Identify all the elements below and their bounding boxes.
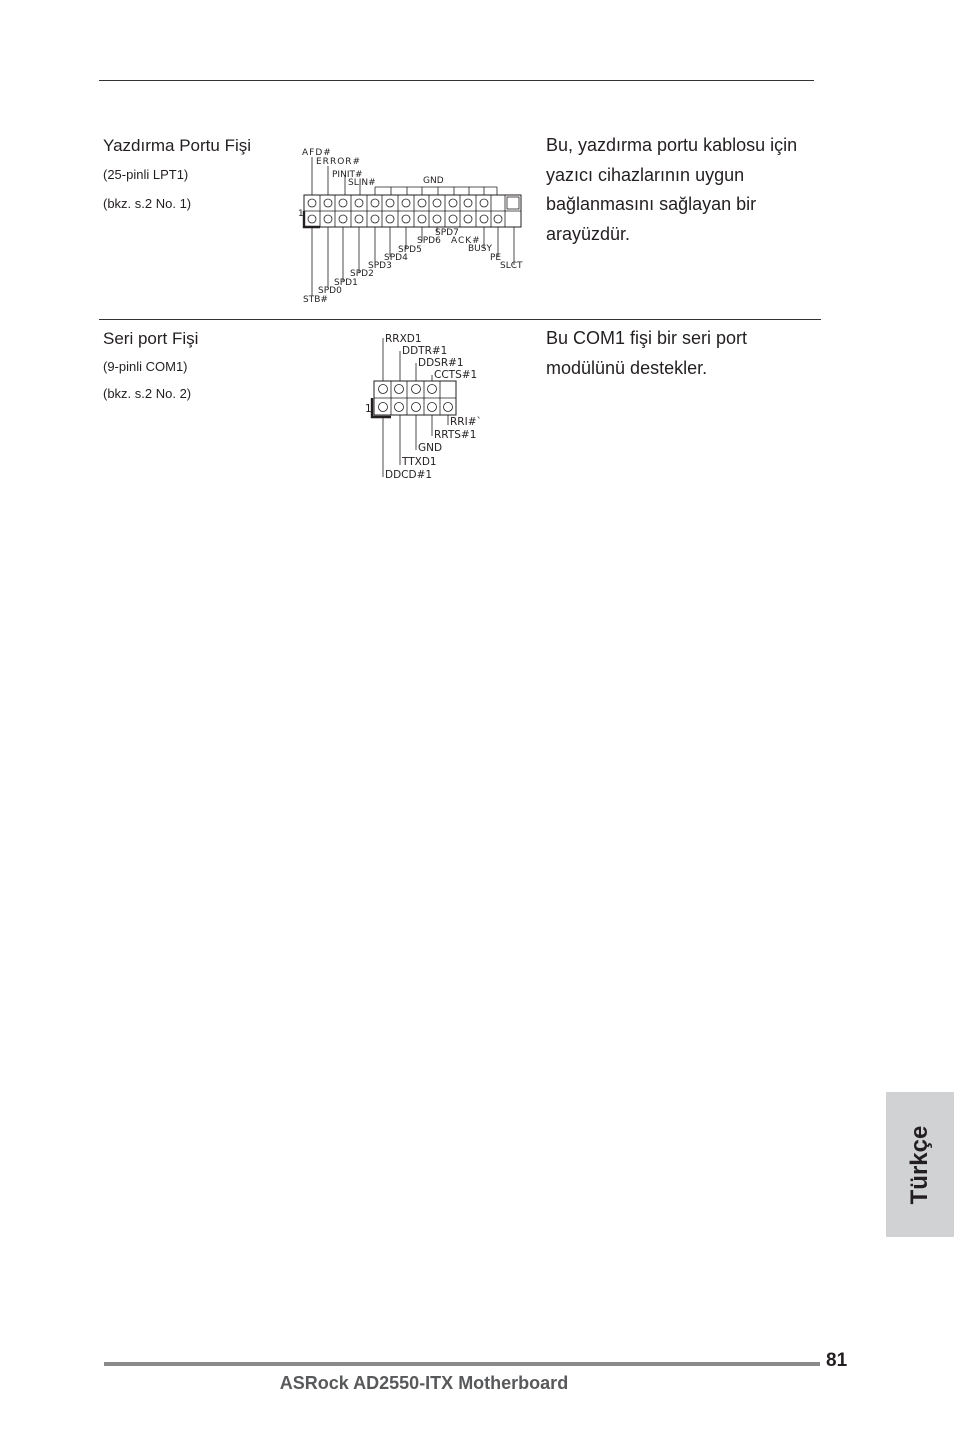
lpt-label-busy: BUSY: [468, 244, 492, 254]
lpt-label-spd3: SPD3: [368, 261, 392, 271]
com-label-ddtr1: DDTR#1: [402, 345, 448, 357]
lpt-description-line: Bu, yazdırma portu kablosu için: [546, 135, 798, 155]
com-reference: (bkz. s.2 No. 2): [103, 386, 192, 401]
lpt-pin-diagram: [290, 140, 540, 310]
lpt-label-gnd: GND: [423, 176, 444, 186]
lpt-label-spd1: SPD1: [334, 278, 358, 288]
lpt-label-spd5: SPD5: [398, 245, 422, 255]
com-label-gnd: GND: [418, 442, 443, 454]
com-label-ddcd1: DDCD#1: [385, 469, 433, 481]
section-divider: [99, 319, 821, 320]
lpt-pin1-label: 1: [298, 209, 304, 219]
com-title: Seri port Fişi: [103, 329, 199, 348]
com-description: [546, 324, 747, 383]
lpt-label-pinit: PINIT#: [332, 170, 363, 180]
lpt-label-error: ERROR#: [316, 157, 362, 167]
lpt-description-line: arayüzdür.: [546, 223, 631, 244]
com-pin-diagram: [360, 328, 510, 488]
lpt-reference: (bkz. s.2 No. 1): [103, 196, 192, 211]
com-pin-header: [372, 381, 456, 417]
page-number: 81: [826, 1350, 848, 1371]
com-label-ttxd1: TTXD1: [402, 456, 437, 468]
com-label-rrts1: RRTS#1: [434, 429, 477, 441]
lpt-description: [546, 131, 797, 249]
lpt-label-afd: AFD#: [302, 148, 332, 158]
com-subtitle: (9-pinli COM1): [103, 359, 188, 374]
com-label-rrxd1: RRXD1: [385, 333, 422, 345]
com-description-line: Bu COM1 fişi bir seri port: [546, 328, 748, 348]
lpt-label-slin: SLIN#: [348, 178, 376, 188]
com-pin1-label: 1: [365, 403, 372, 415]
lpt-label-ack: ACK#: [451, 236, 481, 246]
lpt-label-stb: STB#: [303, 295, 328, 305]
footer-bar: [104, 1362, 820, 1366]
lpt-label-spd4: SPD4: [384, 253, 408, 263]
lpt-label-spd2: SPD2: [350, 269, 374, 279]
com-label-rri: RRI#`: [450, 416, 482, 428]
lpt-label-slct: SLCT: [500, 261, 523, 271]
lpt-description-line: yazıcı cihazlarının uygun: [546, 164, 745, 185]
lpt-description-line: bağlanmasını sağlayan bir: [546, 194, 757, 214]
lpt-title: Yazdırma Portu Fişi: [103, 136, 252, 155]
lpt-label-spd6: SPD6: [417, 236, 441, 246]
language-side-tab: [886, 1092, 954, 1237]
com-label-ccts1: CCTS#1: [434, 369, 478, 381]
language-tab-label: Türkçe: [906, 1125, 933, 1204]
lpt-label-spd0: SPD0: [318, 286, 342, 296]
lpt-label-pe: PE: [490, 253, 502, 263]
footer-title: ASRock AD2550-ITX Motherboard: [279, 1373, 569, 1393]
top-rule: [99, 80, 814, 81]
com-label-ddsr1: DDSR#1: [418, 357, 464, 369]
lpt-subtitle: (25-pinli LPT1): [103, 167, 189, 182]
com-labels: [365, 333, 482, 481]
lpt-label-spd7: SPD7: [435, 228, 459, 238]
com-description-line: modülünü destekler.: [546, 357, 708, 378]
lpt-pin-header: [304, 195, 521, 227]
